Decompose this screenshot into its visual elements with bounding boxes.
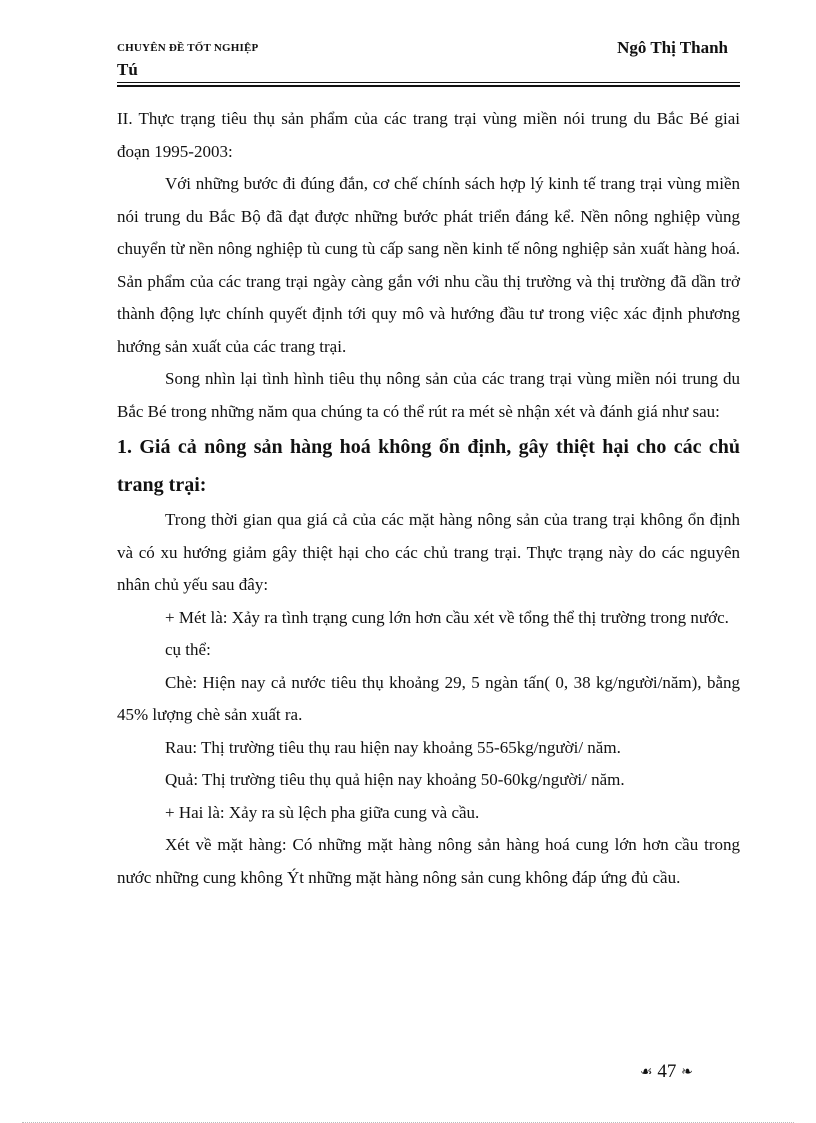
paragraph: cụ thể:	[165, 640, 211, 659]
header-author: Ngô Thị Thanh	[617, 38, 728, 57]
paragraph: Rau: Thị trường tiêu thụ rau hiện nay khoảng 55-65kg/người/ năm.	[165, 737, 621, 757]
page-body	[117, 103, 740, 894]
heading-1: 1. Giá cả nông sản hàng hoá không ổn định, gây thiệt hại cho các chủ trang trại:	[117, 436, 740, 496]
page-header	[117, 38, 740, 86]
ornament-right-icon: ❧	[681, 1065, 693, 1081]
paragraph: + Mét là: Xảy ra tình trạng cung lớn hơn cầu xét về tổng thể thị trường trong nước.	[165, 607, 729, 627]
section-title: II. Thực trạng tiêu thụ sản phẩm của các trang trại vùng miền nói trung du Bắc Bé giai đoạn 1995-2003:	[117, 109, 740, 161]
header-author-continued: Tú	[117, 60, 138, 79]
paragraph: Song nhìn lại tình hình tiêu thụ nông sản của các trang trại vùng miền nói trung du Bắc Bé trong những năm qua chúng ta có thể rút ra mét sè nhận xét và đánh giá như sau:	[117, 369, 740, 421]
header-rule-thin	[117, 82, 740, 83]
paragraph: Chè: Hiện nay cả nước tiêu thụ khoảng 29, 5 ngàn tấn( 0, 38 kg/người/năm), bằng 45% lượng chè sản xuất ra.	[117, 672, 740, 724]
paragraph: Quả: Thị trường tiêu thụ quả hiện nay khoảng 50-60kg/người/ năm.	[165, 770, 625, 789]
paragraph: Với những bước đi đúng đắn, cơ chế chính sách hợp lý kinh tế trang trại vùng miền nói trung du Bắc Bộ đã đạt được những bước phát triển đáng kể. Nền nông nghiệp vùng chuyển từ nền nông nghiệp tù cung tù cấp sang nền kinh tế nông nghiệp sản xuất hàng hoá. Sản phẩm của các trang trại ngày càng gắn với nhu cầu thị trường và thị trường đã dần trở thành động lực chính quyết định tới quy mô và hướng đầu tư trong việc xác định phương hướng sản xuất của các trang trại.	[117, 174, 740, 356]
ornament-left-icon: ☙	[640, 1065, 653, 1081]
page-number-footer	[640, 1061, 693, 1083]
page-number: 47	[657, 1061, 677, 1082]
header-document-type: CHUYÊN ĐỀ TỐT NGHIỆP	[117, 42, 259, 54]
header-rule-thick	[117, 85, 740, 87]
paragraph: Xét về mặt hàng: Có những mặt hàng nông sản hàng hoá cung lớn hơn cầu trong nước những cung không Ýt những mặt hàng nông sản cung không đáp ứng đủ cầu.	[117, 835, 740, 887]
paragraph: Trong thời gian qua giá cả của các mặt hàng nông sản của trang trại không ổn định và có xu hướng giảm gây thiệt hại cho các chủ trang trại. Thực trạng này do các nguyên nhân chủ yếu sau đây:	[117, 510, 740, 594]
paragraph: + Hai là: Xảy ra sù lệch pha giữa cung và cầu.	[165, 802, 480, 822]
